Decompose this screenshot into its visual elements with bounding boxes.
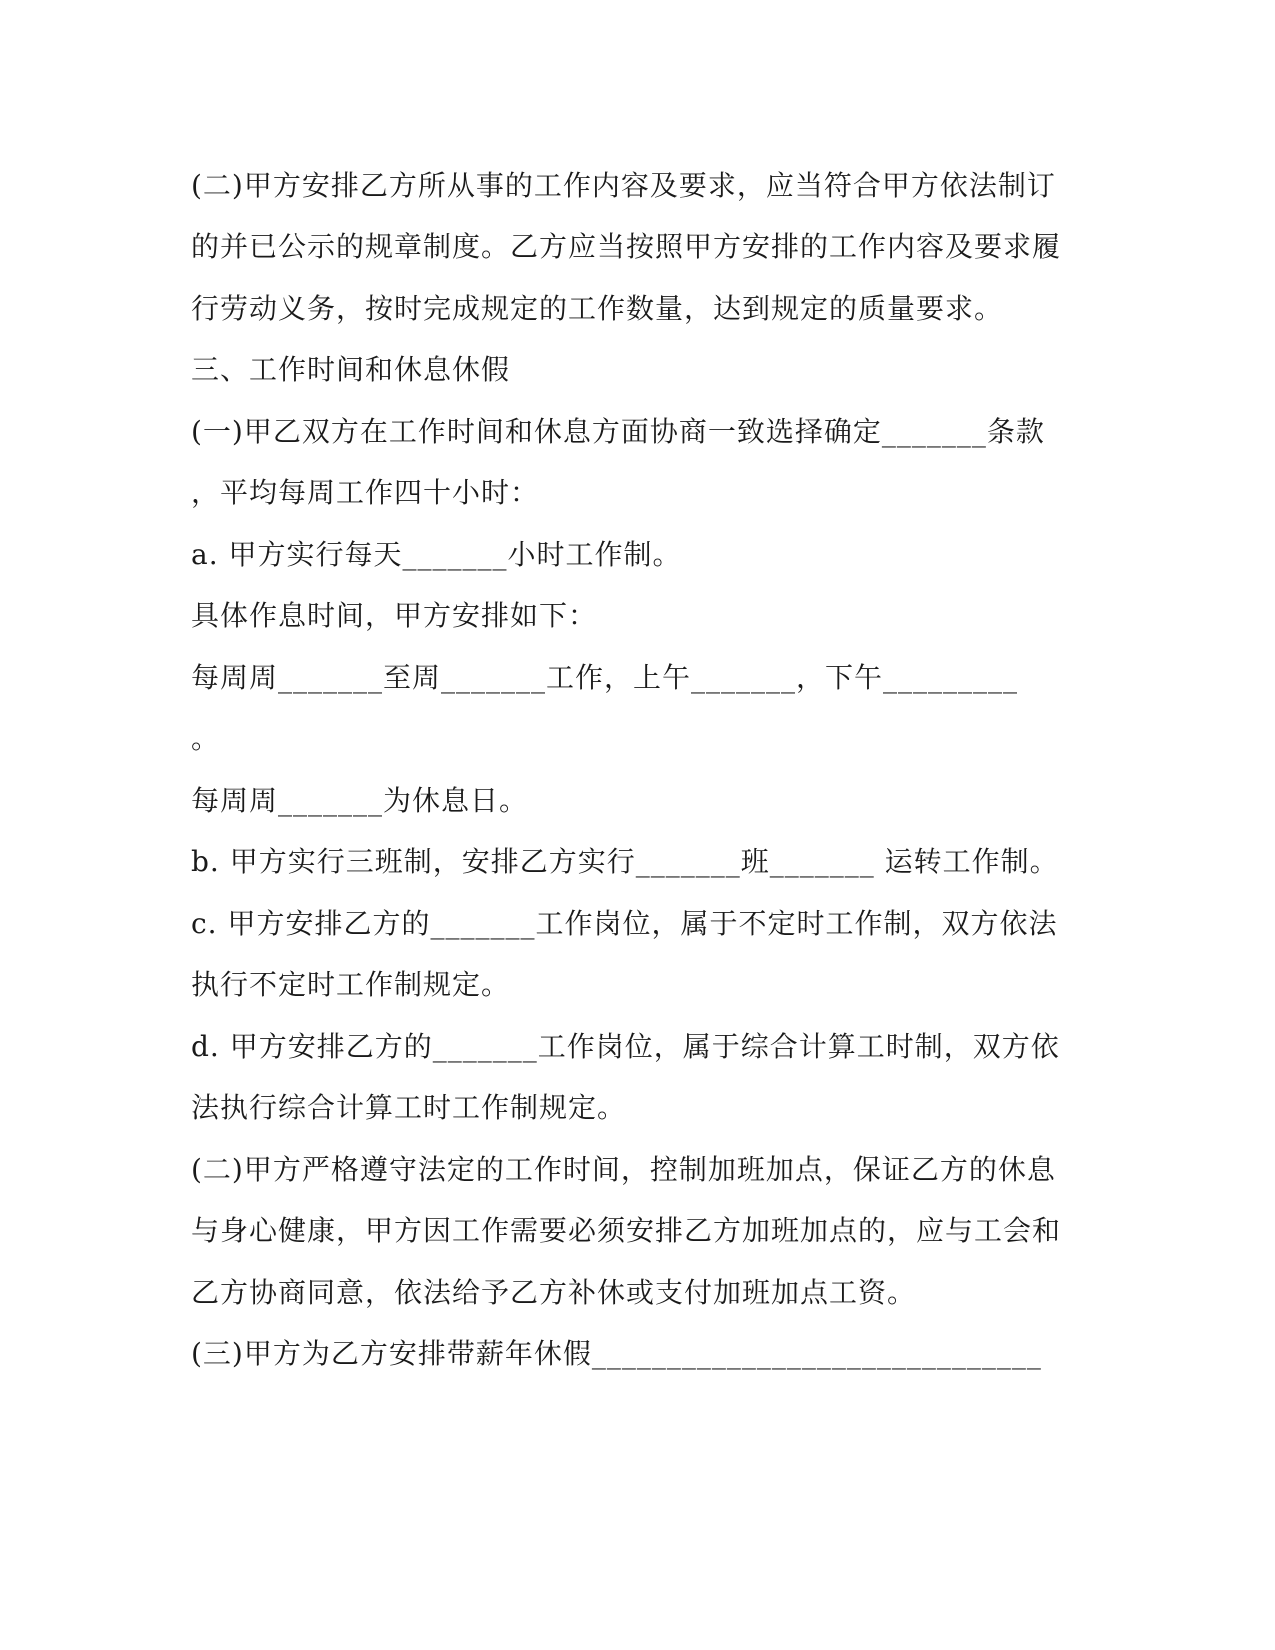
text-line: (三)甲方为乙方安排带薪年休假______________________________ (191, 1337, 1042, 1370)
text-line: a. 甲方实行每天_______小时工作制。 (191, 538, 682, 571)
text-line: 执行不定时工作制规定。 (191, 968, 511, 1001)
text-line: 行劳动义务，按时完成规定的工作数量，达到规定的质量要求。 (191, 292, 1004, 325)
text-line: 的并已公示的规章制度。乙方应当按照甲方安排的工作内容及要求履 (191, 230, 1062, 263)
text-line: 每周周_______至周_______工作，上午_______，下午_________ (191, 661, 1019, 694)
text-line: (二)甲方安排乙方所从事的工作内容及要求，应当符合甲方依法制订 (191, 169, 1056, 202)
text-line: (二)甲方严格遵守法定的工作时间，控制加班加点，保证乙方的休息 (191, 1153, 1056, 1186)
text-line: 具体作息时间，甲方安排如下： (191, 599, 598, 632)
text-line: 法执行综合计算工时工作制规定。 (191, 1091, 627, 1124)
text-line: d. 甲方安排乙方的_______工作岗位，属于综合计算工时制，双方依 (191, 1030, 1060, 1063)
text-line: c. 甲方安排乙方的_______工作岗位，属于不定时工作制，双方依法 (191, 907, 1058, 940)
text-line: ，平均每周工作四十小时： (191, 476, 540, 509)
text-line: 乙方协商同意，依法给予乙方补休或支付加班加点工资。 (191, 1276, 917, 1309)
text-line: (一)甲乙双方在工作时间和休息方面协商一致选择确定_______条款 (191, 415, 1045, 448)
text-line: b. 甲方实行三班制，安排乙方实行_______班_______ 运转工作制。 (191, 845, 1059, 878)
text-line: 与身心健康，甲方因工作需要必须安排乙方加班加点的，应与工会和 (191, 1214, 1062, 1247)
text-line: 每周周_______为休息日。 (191, 784, 529, 817)
section-heading: 三、工作时间和休息休假 (191, 353, 511, 386)
text-line: 。 (191, 722, 221, 755)
